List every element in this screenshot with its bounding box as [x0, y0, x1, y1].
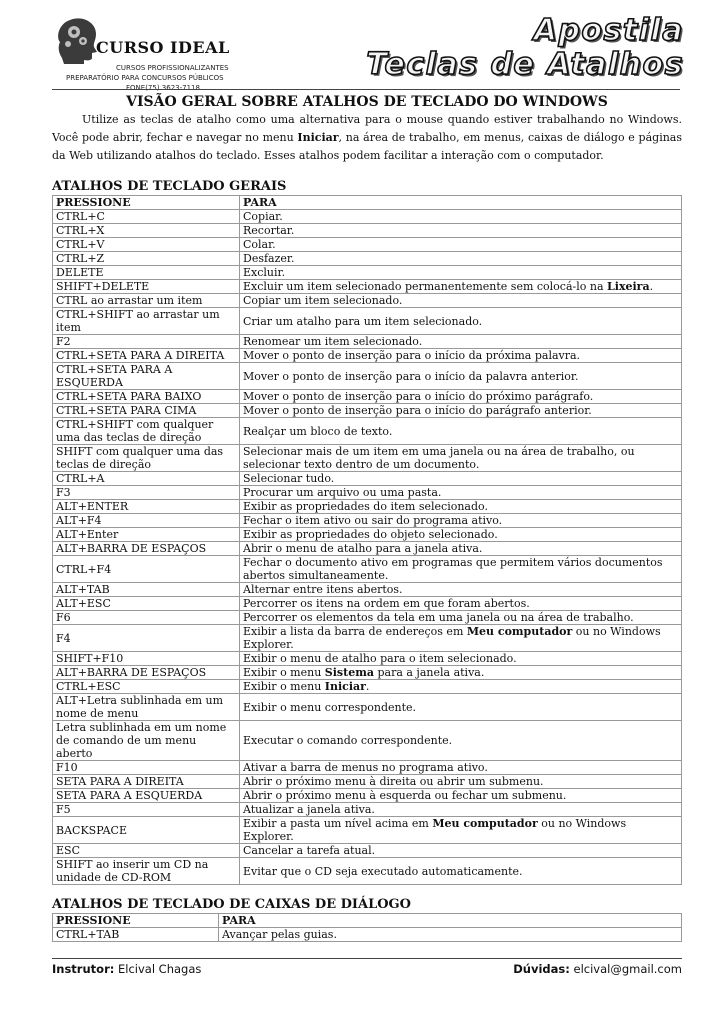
action-text: Mover o ponto de inserção para o início da próxima palavra. [243, 349, 581, 362]
shortcut-action [219, 928, 682, 942]
action-text-end: . [649, 280, 654, 293]
column-header-key: PRESSIONE [53, 914, 219, 928]
action-text: Recortar. [243, 224, 295, 237]
shortcut-key: ALT+Enter [53, 528, 240, 542]
shortcut-key: CTRL+SETA PARA BAIXO [53, 390, 240, 404]
shortcut-key: ALT+Letra sublinhada em um nome de menu [53, 694, 240, 721]
action-text: Abrir o próximo menu à esquerda ou fechar um submenu. [243, 789, 567, 802]
general-shortcuts-table [52, 195, 682, 885]
action-text: Percorrer os elementos da tela em uma janela ou na área de trabalho. [243, 611, 634, 624]
headline-line-1: Apostila [533, 13, 684, 48]
table-row [53, 844, 682, 858]
table-row [53, 335, 682, 349]
logo-line-3: FONE(75) 3623-7118 [126, 84, 200, 92]
table-row [53, 789, 682, 803]
table-row [53, 625, 682, 652]
shortcut-action [240, 445, 682, 472]
shortcut-action [240, 597, 682, 611]
table-row [53, 472, 682, 486]
shortcut-key: CTRL ao arrastar um item [53, 294, 240, 308]
action-text: Exibir o menu correspondente. [243, 700, 417, 714]
table-row [53, 349, 682, 363]
shortcut-key: CTRL+A [53, 472, 240, 486]
table-row [53, 597, 682, 611]
general-table-body [53, 210, 682, 885]
table-row [53, 390, 682, 404]
shortcut-action [240, 210, 682, 224]
action-text: Copiar um item selecionado. [243, 294, 403, 307]
table-row [53, 694, 682, 721]
shortcut-action [240, 694, 682, 721]
shortcut-key: BACKSPACE [53, 817, 240, 844]
shortcut-key: ALT+TAB [53, 583, 240, 597]
shortcut-key: F3 [53, 486, 240, 500]
logo-line-2: PREPARATÓRIO PARA CONCURSOS PÚBLICOS [66, 74, 224, 82]
shortcut-key: SHIFT com qualquer uma das teclas de direção [53, 445, 240, 472]
shortcut-key: F6 [53, 611, 240, 625]
shortcut-key: CTRL+SETA PARA A DIREITA [53, 349, 240, 363]
action-text: Exibir o menu [243, 680, 325, 693]
table-row [53, 404, 682, 418]
shortcut-action [240, 238, 682, 252]
action-text: Exibir o menu [243, 666, 325, 679]
shortcut-key: CTRL+F4 [53, 556, 240, 583]
shortcut-key: CTRL+SHIFT com qualquer uma das teclas de direção [53, 418, 240, 445]
action-text: Percorrer os itens na ordem em que foram abertos. [243, 597, 530, 610]
shortcut-action [240, 472, 682, 486]
table-row [53, 266, 682, 280]
shortcut-action [240, 858, 682, 885]
action-text: Mover o ponto de inserção para o início da palavra anterior. [243, 369, 579, 383]
shortcut-action [240, 666, 682, 680]
action-text-end: para a janela ativa. [373, 666, 485, 679]
section-title-general: ATALHOS DE TECLADO GERAIS [52, 179, 287, 194]
shortcut-key: CTRL+Z [53, 252, 240, 266]
page-footer [52, 958, 682, 976]
action-bold-text: Sistema [324, 666, 374, 679]
action-bold-text: Meu computador [432, 817, 538, 830]
shortcut-action [240, 486, 682, 500]
action-text: Fechar o item ativo ou sair do programa ativo. [243, 514, 503, 527]
action-text: Mover o ponto de inserção para o início do próximo parágrafo. [243, 390, 594, 403]
action-text: Cancelar a tarefa atual. [243, 844, 376, 857]
intro-bold-1: Iniciar [297, 131, 339, 144]
table-row [53, 224, 682, 238]
headline-line-2: Teclas de Atalhos [366, 47, 684, 82]
shortcut-key: ALT+ENTER [53, 500, 240, 514]
table-row [53, 761, 682, 775]
shortcut-action [240, 625, 682, 652]
table-row [53, 210, 682, 224]
action-text-end: ou no Windows Explorer. [243, 817, 627, 843]
action-text: Atualizar a janela ativa. [243, 803, 375, 816]
header-divider [52, 89, 680, 90]
action-text: Renomear um item selecionado. [243, 335, 423, 348]
action-text: Exibir as propriedades do objeto selecionado. [243, 528, 498, 541]
action-text: Abrir o próximo menu à direita ou abrir um submenu. [243, 775, 544, 788]
action-text: Avançar pelas guias. [222, 928, 337, 941]
action-text: Exibir o menu de atalho para o item selecionado. [243, 652, 517, 665]
instructor [52, 962, 201, 976]
shortcut-key: CTRL+V [53, 238, 240, 252]
table-row [53, 514, 682, 528]
shortcut-key: DELETE [53, 266, 240, 280]
action-text: Fechar o documento ativo em programas que permitem vários documentos abertos simultaneamente. [243, 556, 663, 582]
shortcut-action [240, 266, 682, 280]
table-row [53, 294, 682, 308]
action-text: Criar um atalho para um item selecionado. [243, 314, 483, 328]
action-text: Ativar a barra de menus no programa ativo. [243, 761, 488, 774]
shortcut-action [240, 404, 682, 418]
action-text: Excluir um item selecionado permanentemente sem colocá-lo na [243, 280, 608, 293]
action-text: Selecionar tudo. [243, 472, 335, 485]
table-row [53, 500, 682, 514]
table-row [53, 486, 682, 500]
shortcut-action [240, 418, 682, 445]
action-text: Exibir a pasta um nível acima em [243, 817, 433, 830]
action-text: Selecionar mais de um item em uma janela ou na área de trabalho, ou selecionar texto dentro de um documento. [243, 445, 635, 471]
shortcut-action [240, 803, 682, 817]
shortcut-action [240, 817, 682, 844]
table-row [53, 363, 682, 390]
intro-text-1: Utilize as teclas de atalho como uma alternativa para o mouse quando estiver trabalhando no Windows. Você pode abrir, fechar e navegar no menu [52, 113, 682, 144]
shortcut-key: CTRL+X [53, 224, 240, 238]
shortcut-key: CTRL+SETA PARA CIMA [53, 404, 240, 418]
table-row [53, 928, 682, 942]
action-text: Excluir. [243, 266, 286, 279]
shortcut-key: SETA PARA A DIREITA [53, 775, 240, 789]
table-row [53, 858, 682, 885]
contact [513, 962, 682, 976]
shortcut-action [240, 500, 682, 514]
shortcut-action [240, 789, 682, 803]
shortcut-key: Letra sublinhada em um nome de comando de um menu aberto [53, 721, 240, 761]
shortcut-action [240, 252, 682, 266]
column-header-key: PRESSIONE [53, 196, 240, 210]
action-text: Abrir o menu de atalho para a janela ativa. [243, 542, 483, 555]
table-row [53, 252, 682, 266]
shortcut-key: SHIFT+F10 [53, 652, 240, 666]
table-row [53, 611, 682, 625]
dialog-shortcuts-table [52, 913, 682, 942]
shortcut-action [240, 294, 682, 308]
column-header-action: PARA [219, 914, 682, 928]
action-text-end: ou no Windows Explorer. [243, 625, 661, 651]
action-text: Exibir a lista da barra de endereços em [243, 625, 467, 638]
action-text: Colar. [243, 238, 276, 251]
action-bold-text: Iniciar [324, 680, 366, 693]
shortcut-key: SETA PARA A ESQUERDA [53, 789, 240, 803]
table-row [53, 666, 682, 680]
doubts-label: Dúvidas: [513, 962, 570, 976]
shortcut-action [240, 680, 682, 694]
page-title: VISÃO GERAL SOBRE ATALHOS DE TECLADO DO WINDOWS [126, 94, 608, 110]
logo-title: CURSO IDEAL [96, 38, 230, 57]
shortcut-action [240, 583, 682, 597]
instructor-label: Instrutor: [52, 962, 115, 976]
logo [52, 12, 242, 92]
action-text-end: . [365, 680, 370, 693]
action-text: Desfazer. [243, 252, 295, 265]
shortcut-action [240, 775, 682, 789]
table-row [53, 528, 682, 542]
intro-text-2: , na área de trabalho, em menus, caixas de diálogo e páginas da Web utilizando atalhos do teclado. Esses atalhos podem facilitar a interação com o computador. [52, 131, 682, 162]
table-row [53, 418, 682, 445]
shortcut-key: ALT+BARRA DE ESPAÇOS [53, 542, 240, 556]
table-row [53, 445, 682, 472]
table-row [53, 308, 682, 335]
doubts-email[interactable]: elcival@gmail.com [569, 962, 682, 976]
table-row [53, 238, 682, 252]
shortcut-action [240, 528, 682, 542]
shortcut-action [240, 308, 682, 335]
shortcut-key: F2 [53, 335, 240, 349]
shortcut-action [240, 844, 682, 858]
shortcut-action [240, 652, 682, 666]
shortcut-action [240, 514, 682, 528]
column-header-action: PARA [240, 196, 682, 210]
table-header-row [53, 914, 682, 928]
shortcut-action [240, 721, 682, 761]
shortcut-key: CTRL+TAB [53, 928, 219, 942]
headline [366, 14, 684, 82]
table-row [53, 542, 682, 556]
shortcut-key: CTRL+ESC [53, 680, 240, 694]
intro-paragraph [52, 111, 682, 165]
action-text: Alternar entre itens abertos. [243, 583, 403, 596]
shortcut-key: CTRL+SETA PARA A ESQUERDA [53, 363, 240, 390]
shortcut-key: F4 [53, 625, 240, 652]
action-text: Evitar que o CD seja executado automaticamente. [243, 864, 523, 878]
action-text: Mover o ponto de inserção para o início do parágrafo anterior. [243, 404, 592, 417]
table-row [53, 652, 682, 666]
section-title-dialog: ATALHOS DE TECLADO DE CAIXAS DE DIÁLOGO [52, 897, 411, 912]
shortcut-key: SHIFT ao inserir um CD na unidade de CD-ROM [53, 858, 240, 885]
document-body [52, 92, 682, 942]
table-row [53, 721, 682, 761]
action-text: Executar o comando correspondente. [243, 734, 453, 747]
shortcut-key: ESC [53, 844, 240, 858]
action-text: Realçar um bloco de texto. [243, 424, 393, 438]
shortcut-key: CTRL+C [53, 210, 240, 224]
action-bold-text: Lixeira [607, 280, 650, 293]
shortcut-action [240, 363, 682, 390]
table-row [53, 583, 682, 597]
action-text: Procurar um arquivo ou uma pasta. [243, 486, 442, 499]
shortcut-action [240, 542, 682, 556]
shortcut-key: CTRL+SHIFT ao arrastar um item [53, 308, 240, 335]
instructor-name: Elcival Chagas [114, 962, 202, 976]
table-row [53, 817, 682, 844]
table-row [53, 775, 682, 789]
shortcut-action [240, 761, 682, 775]
dialog-table-body [53, 928, 682, 942]
shortcut-key: F10 [53, 761, 240, 775]
table-header-row [53, 196, 682, 210]
logo-line-1: CURSOS PROFISSIONALIZANTES [116, 64, 229, 72]
shortcut-action [240, 349, 682, 363]
page-header [0, 0, 728, 92]
shortcut-action [240, 390, 682, 404]
shortcut-key: F5 [53, 803, 240, 817]
shortcut-action [240, 556, 682, 583]
action-text: Exibir as propriedades do item selecionado. [243, 500, 488, 513]
shortcut-action [240, 611, 682, 625]
shortcut-action [240, 224, 682, 238]
shortcut-key: ALT+ESC [53, 597, 240, 611]
shortcut-action [240, 280, 682, 294]
shortcut-action [240, 335, 682, 349]
table-row [53, 680, 682, 694]
action-bold-text: Meu computador [466, 625, 573, 638]
table-row [53, 803, 682, 817]
shortcut-key: SHIFT+DELETE [53, 280, 240, 294]
table-row [53, 556, 682, 583]
shortcut-key: ALT+F4 [53, 514, 240, 528]
table-row [53, 280, 682, 294]
shortcut-key: ALT+BARRA DE ESPAÇOS [53, 666, 240, 680]
action-text: Copiar. [243, 210, 283, 223]
